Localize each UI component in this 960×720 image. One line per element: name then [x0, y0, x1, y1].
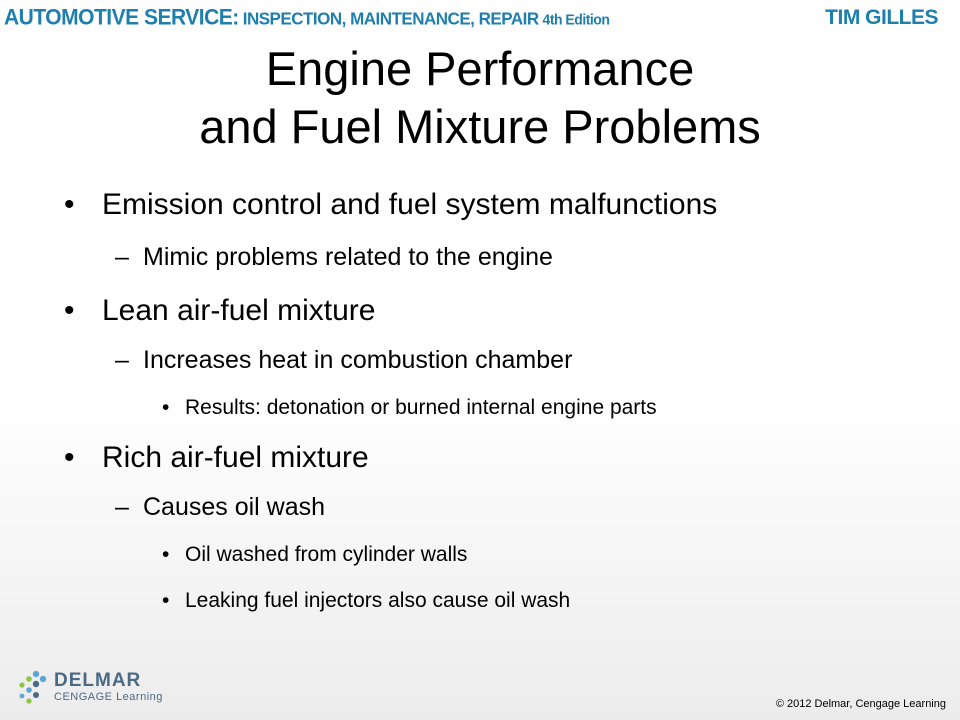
bullet-text: Oil washed from cylinder walls	[185, 543, 468, 566]
bullet-text: Leaking fuel injectors also cause oil wash	[185, 589, 571, 612]
bullet-marker: •	[64, 294, 75, 327]
author-name: TIM GILLES	[825, 6, 938, 29]
copyright-notice: © 2012 Delmar, Cengage Learning	[775, 698, 946, 710]
slide-title-line2: and Fuel Mixture Problems	[199, 100, 761, 153]
bullet-text: Emission control and fuel system malfunctions	[102, 188, 718, 221]
series-title-sub: INSPECTION, MAINTENANCE, REPAIR	[242, 8, 539, 29]
bullet-marker: •	[162, 589, 170, 612]
series-title	[4, 5, 609, 30]
bullet-text: Rich air-fuel mixture	[102, 441, 369, 474]
logo-subtitle: CENGAGE Learning	[54, 691, 163, 703]
bullet-marker: •	[64, 441, 75, 474]
edition-label: 4th Edition	[542, 10, 610, 28]
series-title-main: AUTOMOTIVE SERVICE:	[4, 5, 239, 30]
bullet-marker: •	[162, 543, 170, 566]
dash-marker: –	[115, 493, 129, 521]
delmar-logo	[14, 668, 184, 708]
bullet-text: Mimic problems related to the engine	[143, 243, 553, 271]
slide-title	[0, 40, 960, 156]
dash-marker: –	[115, 243, 129, 271]
slide-title-line1: Engine Performance	[265, 42, 695, 95]
bullet-text: Causes oil wash	[143, 493, 326, 521]
bullet-text: Lean air-fuel mixture	[102, 294, 376, 327]
delmar-dots-logo-icon	[14, 670, 50, 706]
bullet-text: Increases heat in combustion chamber	[143, 346, 573, 374]
logo-name: DELMAR	[54, 670, 142, 691]
header-bar	[0, 0, 960, 34]
bullet-text: Results: detonation or burned internal engine parts	[185, 396, 657, 419]
bullet-marker: •	[162, 396, 170, 419]
dash-marker: –	[115, 346, 129, 374]
bullet-marker: •	[64, 188, 75, 221]
